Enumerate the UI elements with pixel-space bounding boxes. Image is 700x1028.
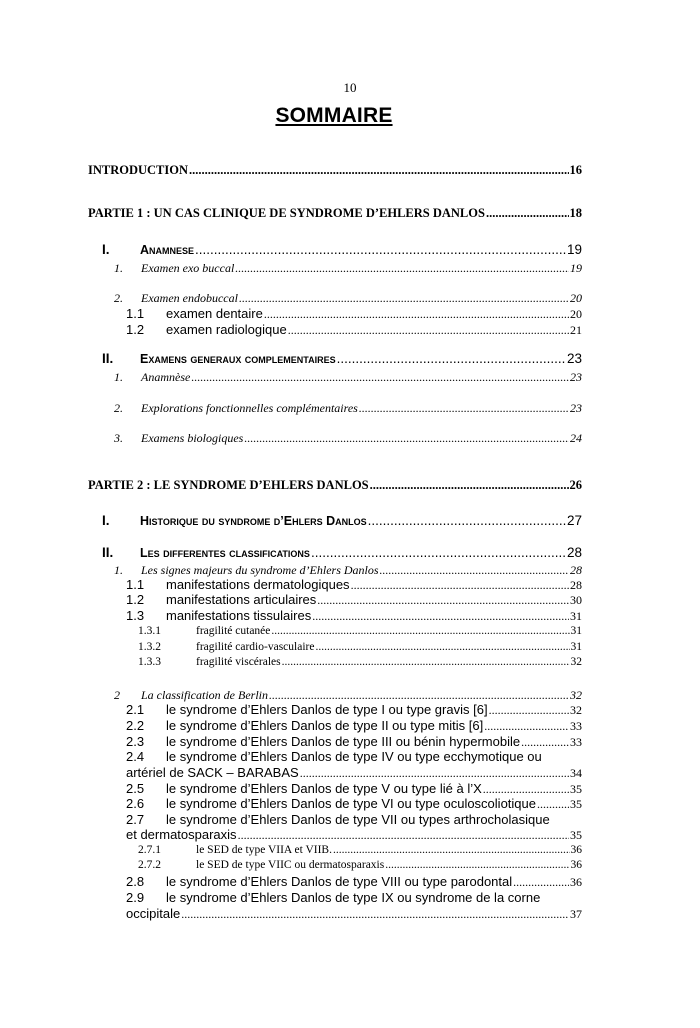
toc-label: manifestations articulaires: [166, 592, 317, 607]
toc-label: le syndrome d’Ehlers Danlos de type V ou type lié à l’X: [166, 781, 482, 796]
toc-num: II.: [102, 351, 114, 366]
toc-entry-examens-generaux[interactable]: [102, 351, 582, 366]
toc-num: 3.: [114, 431, 123, 445]
toc-num: I.: [102, 242, 110, 257]
toc-page: 16: [569, 163, 582, 177]
toc-entry-examen-radiologique[interactable]: [126, 322, 582, 338]
toc-label: INTRODUCTION: [88, 163, 189, 177]
toc-page: 36: [570, 844, 582, 856]
toc-label: PARTIE 1 : UN CAS CLINIQUE DE SYNDROME D’EHLERS DANLOS: [88, 206, 485, 220]
toc-entry-type-4-line1[interactable]: [126, 749, 542, 764]
toc-label: examen dentaire: [166, 306, 263, 321]
toc-page: 37: [570, 907, 582, 921]
toc-label: PARTIE 2 : LE SYNDROME D’EHLERS DANLOS: [88, 478, 369, 492]
toc-label: fragilité cardio-vasculaire: [196, 641, 315, 653]
toc-entry-fragilite-viscerales[interactable]: [138, 656, 582, 668]
toc-page: 26: [569, 478, 582, 492]
toc-page: 27: [566, 513, 582, 528]
toc-num: 1.1: [126, 306, 145, 321]
page-title: SOMMAIRE: [275, 104, 393, 127]
toc-page: 31: [570, 609, 582, 623]
toc-num: 2: [114, 688, 120, 702]
toc-page: 35: [570, 797, 582, 811]
page-number: 10: [343, 80, 357, 95]
toc-entry-type-7-line1[interactable]: [126, 812, 550, 827]
toc-page: 23: [570, 401, 582, 415]
toc-label: le syndrome d’Ehlers Danlos de type IV ou type ecchymotique ou: [166, 749, 542, 764]
toc-num: 1.: [114, 261, 123, 275]
toc-label: fragilité cutanée: [196, 625, 271, 637]
toc-entry-sed-viic[interactable]: [138, 859, 582, 871]
toc-label: Les signes majeurs du syndrome d’Ehlers Danlos: [141, 563, 379, 577]
toc-num: 2.7.2: [138, 859, 161, 871]
toc-label: Anamnèse: [141, 370, 191, 384]
toc-page: 35: [570, 828, 582, 842]
toc-label: le syndrome d’Ehlers Danlos de type III ou bénin hypermobile: [166, 734, 521, 749]
toc-entry-sed-viia-viib[interactable]: [138, 844, 582, 856]
toc-entry-type-4[interactable]: [126, 765, 582, 781]
toc-num: 1.3.2: [138, 641, 161, 653]
toc-page: 19: [566, 242, 582, 257]
toc-entry-manifestations-articulaires[interactable]: [126, 592, 582, 608]
toc-entry-partie-2[interactable]: [88, 478, 582, 493]
toc-page: 33: [570, 719, 582, 733]
toc-num: I.: [102, 513, 110, 528]
toc-entry-examen-dentaire[interactable]: [126, 306, 582, 322]
toc-label-cont: occipitale: [126, 906, 181, 921]
toc-num: 2.9: [126, 890, 145, 905]
toc-entry-type-6[interactable]: [126, 796, 582, 812]
toc-page: 32: [570, 703, 582, 717]
toc-entry-manifestations-dermatologiques[interactable]: [126, 577, 582, 593]
toc-entry-anamnese[interactable]: [102, 242, 582, 257]
toc-page: 30: [570, 593, 582, 607]
toc-page: 18: [569, 206, 582, 220]
toc-entry-type-9-line1[interactable]: [126, 890, 540, 905]
toc-entry-introduction[interactable]: [88, 163, 582, 178]
toc-page: 33: [570, 735, 582, 749]
toc-label: Examens biologiques: [141, 431, 244, 445]
toc-page: 23: [570, 370, 582, 384]
toc-label: le SED de type VIIA et VIIB.: [196, 844, 332, 856]
toc-label: La classification de Berlin: [141, 688, 268, 702]
toc-page: 36: [570, 875, 582, 889]
toc-num: 1.1: [126, 577, 145, 592]
toc-page: 31: [570, 625, 582, 637]
toc-num: 1.3.3: [138, 656, 161, 668]
toc-page: 28: [570, 578, 582, 592]
toc-entry-type-1[interactable]: [126, 702, 582, 718]
toc-page: 28: [570, 563, 582, 577]
toc-num: 2.7: [126, 812, 145, 827]
toc-num: 1.2: [126, 592, 145, 607]
toc-label: le SED de type VIIC ou dermatosparaxis: [196, 859, 385, 871]
toc-page: 32: [570, 656, 582, 668]
toc-label-cont: et dermatosparaxis: [126, 827, 237, 842]
toc-entry-fragilite-cardio-vasculaire[interactable]: [138, 641, 582, 653]
toc-page: 32: [570, 688, 582, 702]
toc-entry-historique[interactable]: [102, 513, 582, 528]
toc-label: Les differentes classifications: [140, 546, 310, 560]
toc-num: 2.4: [126, 749, 145, 764]
toc-entry-manifestations-tissulaires[interactable]: [126, 608, 582, 624]
toc-num: 2.8: [126, 874, 145, 889]
toc-entry-type-8[interactable]: [126, 874, 582, 890]
toc-label: fragilité viscérales: [196, 656, 281, 668]
toc-label: manifestations tissulaires: [166, 608, 312, 623]
toc-num: 2.1: [126, 702, 145, 717]
toc-num: 1.2: [126, 322, 145, 337]
toc-page: 23: [566, 351, 582, 366]
toc-label: le syndrome d’Ehlers Danlos de type I ou type gravis [6]: [166, 702, 488, 717]
toc-label: Historique du syndrome d’Ehlers Danlos: [140, 514, 367, 528]
toc-num: 1.: [114, 370, 123, 384]
toc-entry-examen-endobuccal[interactable]: [114, 291, 582, 306]
toc-num: 2.: [114, 401, 123, 415]
toc-entry-type-7[interactable]: [126, 827, 582, 843]
toc-entry-examens-biologiques[interactable]: [114, 431, 582, 446]
toc-page: 20: [570, 291, 582, 305]
toc-entry-classification-berlin[interactable]: [114, 688, 582, 703]
toc-label: le syndrome d’Ehlers Danlos de type IX ou syndrome de la corne: [166, 890, 541, 905]
toc-entry-type-5[interactable]: [126, 781, 582, 797]
toc-page: 28: [566, 545, 582, 560]
toc-page: 20: [570, 307, 582, 321]
toc-page: 36: [570, 859, 582, 871]
toc-num: 1.3: [126, 608, 145, 623]
toc-entry-explorations-fonctionnelles[interactable]: [114, 401, 582, 416]
toc-label: Explorations fonctionnelles complémentaires: [141, 401, 358, 415]
toc-page: 19: [570, 261, 582, 275]
toc-page: 24: [570, 431, 582, 445]
toc-num: 1.3.1: [138, 625, 161, 637]
toc-entry-classifications[interactable]: [102, 545, 582, 560]
toc-num: 2.3: [126, 734, 145, 749]
toc-page: 21: [570, 323, 582, 337]
toc-num: 2.2: [126, 718, 145, 733]
toc-entry-type-2[interactable]: [126, 718, 582, 734]
toc-label-cont: artériel de SACK – BARABAS: [126, 765, 299, 780]
toc-entry-type-3[interactable]: [126, 734, 582, 750]
toc-num: 2.7.1: [138, 844, 161, 856]
toc-page: 34: [570, 766, 582, 780]
toc-label: examen radiologique: [166, 322, 287, 337]
toc-page: 35: [570, 782, 582, 796]
toc-num: II.: [102, 545, 114, 560]
toc-label: le syndrome d’Ehlers Danlos de type VIII ou type parodontal: [166, 874, 513, 889]
toc-label: Examen exo buccal: [141, 261, 235, 275]
toc-num: 2.6: [126, 796, 145, 811]
toc-entry-fragilite-cutanee[interactable]: [138, 625, 582, 637]
toc-label: Examens generaux complementaires: [140, 352, 336, 366]
toc-label: Anamnese: [140, 243, 195, 257]
toc-num: 2.5: [126, 781, 145, 796]
toc-num: 1.: [114, 563, 123, 577]
toc-label: le syndrome d’Ehlers Danlos de type VII ou types arthrocholasique: [166, 812, 550, 827]
toc-entry-signes-majeurs[interactable]: [114, 563, 582, 578]
toc-entry-examen-exo-buccal[interactable]: [114, 261, 582, 276]
toc-label: le syndrome d’Ehlers Danlos de type VI ou type oculoscoliotique: [166, 796, 536, 811]
toc-entry-type-9[interactable]: [126, 906, 582, 922]
toc-entry-partie-1[interactable]: [88, 206, 582, 221]
toc-page: 31: [570, 641, 582, 653]
toc-entry-anamnese-2[interactable]: [114, 370, 582, 385]
toc-label: Examen endobuccal: [141, 291, 238, 305]
toc-num: 2.: [114, 291, 123, 305]
toc-label: le syndrome d’Ehlers Danlos de type II ou type mitis [6]: [166, 718, 484, 733]
toc-label: manifestations dermatologiques: [166, 577, 350, 592]
